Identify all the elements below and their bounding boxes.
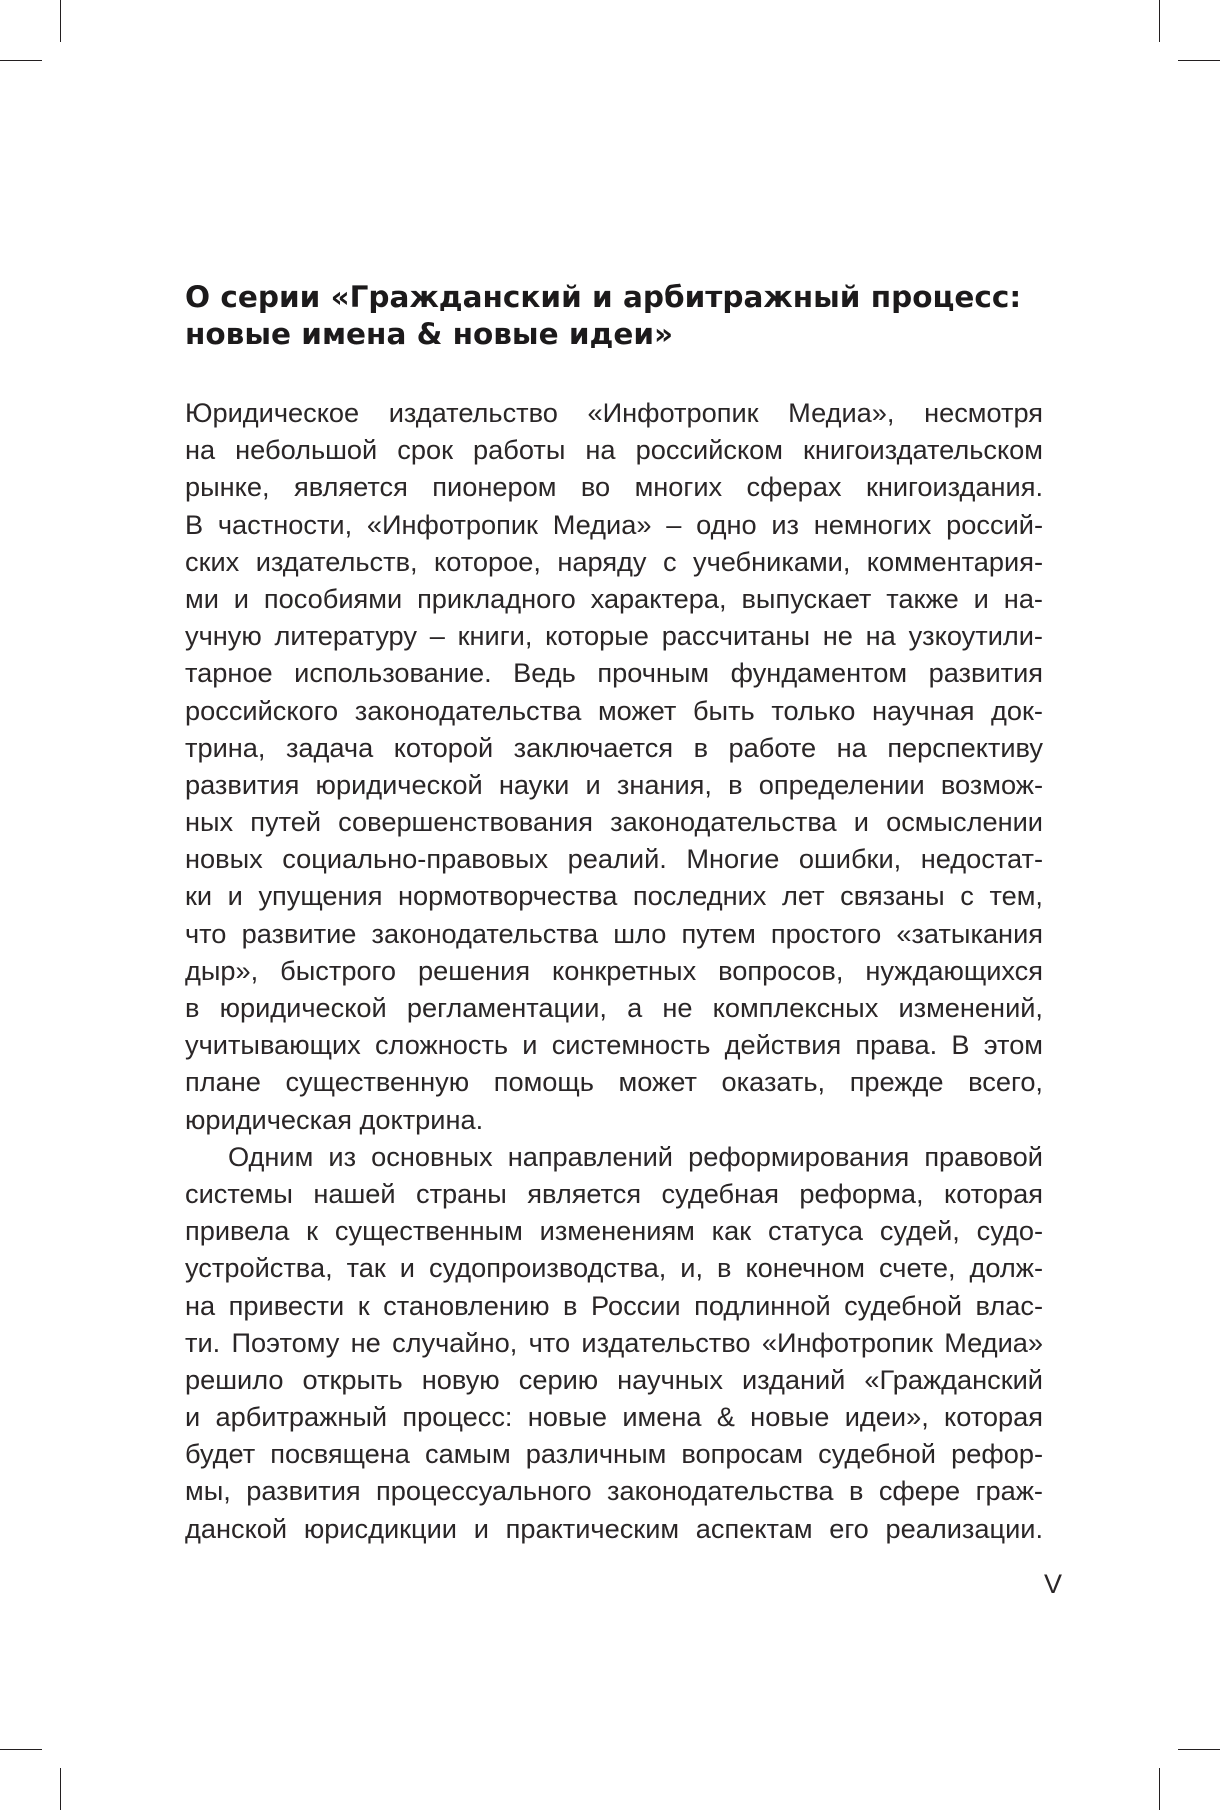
crop-mark-top-right-vertical <box>1159 0 1160 42</box>
text-line: В частности, «Инфотропик Медиа» – одно из немногих россий- <box>185 508 1043 540</box>
text-line: и арбитражный процесс: новые имена & новые идеи», которая <box>185 1401 1043 1433</box>
body-text <box>185 394 1043 1547</box>
heading-line: О серии «Гражданский и арбитражный процесс: <box>185 280 1022 314</box>
text-line: ки и упущения нормотворчества последних лет связаны с тем, <box>185 880 1043 912</box>
text-line: ти. Поэтому не случайно, что издательство «Инфотропик Медиа» <box>185 1326 1043 1358</box>
crop-mark-top-left-vertical <box>60 0 61 42</box>
text-line: новых социально-правовых реалий. Многие ошибки, недостат- <box>185 843 1043 875</box>
text-line: развития юридической науки и знания, в определении возмож- <box>185 768 1043 800</box>
text-line: российского законодательства может быть только научная док- <box>185 694 1043 726</box>
text-line: данской юрисдикции и практическим аспектам его реализации. <box>185 1512 1043 1544</box>
page-number: V <box>1043 1569 1062 1599</box>
text-line: на привести к становлению в России подлинной судебной влас- <box>185 1289 1043 1321</box>
crop-mark-bottom-left-vertical <box>60 1768 61 1810</box>
text-line: в юридической регламентации, а не комплексных изменений, <box>185 992 1043 1023</box>
text-line: ских издательств, которое, наряду с учебниками, комментария- <box>185 545 1043 577</box>
text-line: Юридическое издательство «Инфотропик Медиа», несмотря <box>185 397 1043 428</box>
crop-mark-bottom-right-vertical <box>1159 1768 1160 1810</box>
section-heading <box>185 279 1065 353</box>
text-line: трина, задача которой заключается в работе на перспективу <box>185 731 1043 763</box>
text-line: тарное использование. Ведь прочным фундаментом развития <box>185 657 1043 689</box>
text-line: учитывающих сложность и системность действия права. В этом <box>185 1029 1043 1061</box>
text-line: плане существенную помощь может оказать, прежде всего, <box>185 1066 1043 1098</box>
text-line: юридическая доктрина. <box>185 1103 484 1135</box>
crop-mark-bottom-right-horizontal <box>1178 1749 1220 1750</box>
heading-line: новые имена & новые идеи» <box>185 317 674 351</box>
text-line: ми и пособиями прикладного характера, выпускает также и на- <box>185 582 1043 614</box>
crop-mark-top-right-horizontal <box>1178 60 1220 61</box>
text-line: привела к существенным изменениям как статуса судей, судо- <box>185 1215 1043 1247</box>
text-line: учную литературу – книги, которые рассчитаны не на узкоутили- <box>185 620 1043 652</box>
text-line: на небольшой срок работы на российском книгоиздательском <box>185 434 1043 466</box>
text-line: будет посвящена самым различным вопросам судебной рефор- <box>185 1438 1043 1470</box>
text-line: мы, развития процессуального законодательства в сфере граж- <box>185 1475 1043 1507</box>
text-line: решило открыть новую серию научных изданий «Гражданский <box>185 1363 1043 1395</box>
text-line: Одним из основных направлений реформирования правовой <box>228 1140 1043 1172</box>
text-line: что развитие законодательства шло путем простого «затыкания <box>185 917 1043 949</box>
text-line: устройства, так и судопроизводства, и, в конечном счете, долж- <box>185 1252 1043 1284</box>
crop-mark-top-left-horizontal <box>0 60 42 61</box>
text-line: дыр», быстрого решения конкретных вопросов, нуждающихся <box>185 954 1043 986</box>
crop-mark-bottom-left-horizontal <box>0 1749 42 1750</box>
paragraph-2 <box>185 1138 1043 1547</box>
text-line: рынке, является пионером во многих сферах книгоиздания. <box>185 471 1043 503</box>
text-line: ных путей совершенствования законодательства и осмыслении <box>185 806 1043 838</box>
text-line: системы нашей страны является судебная реформа, которая <box>185 1177 1043 1209</box>
paragraph-1 <box>185 394 1043 1138</box>
